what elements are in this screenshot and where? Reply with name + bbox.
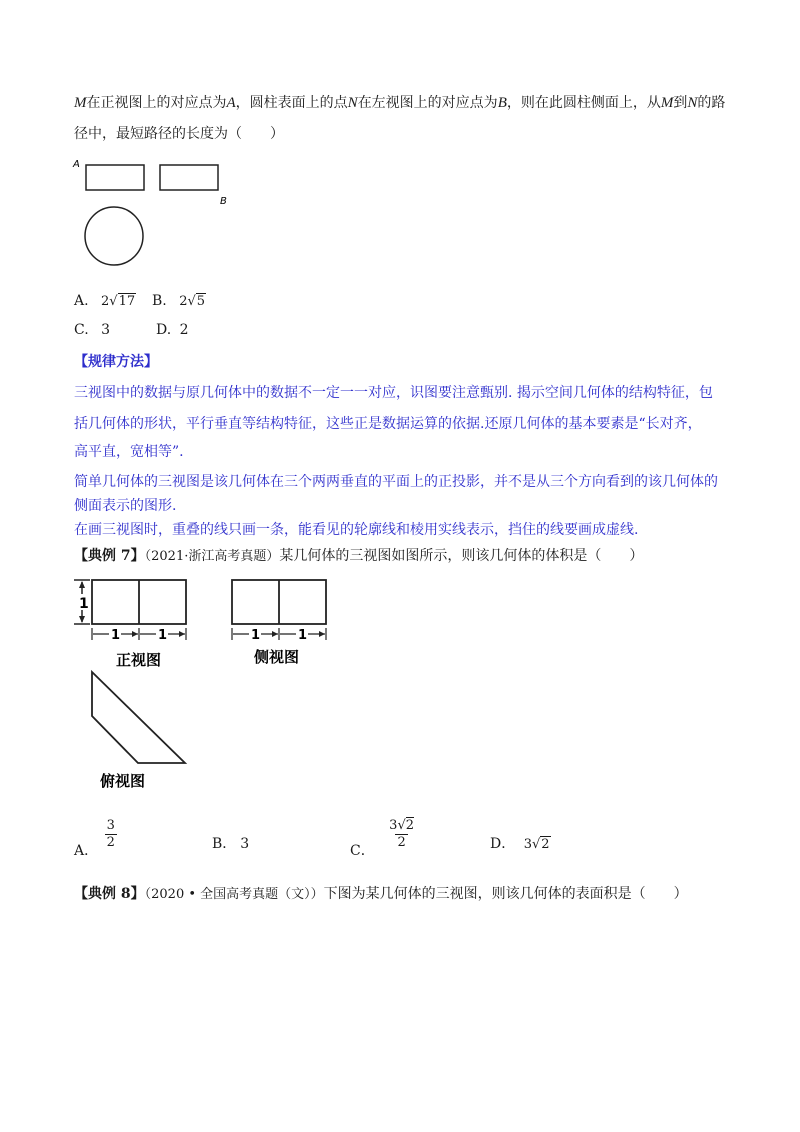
top-view-label: 俯视图 bbox=[100, 772, 146, 790]
example7-option-b: B． 3 bbox=[212, 836, 250, 852]
side-width-label-2: 1 bbox=[298, 628, 308, 643]
side-view-rect bbox=[160, 165, 218, 190]
problem6-option-d: D. 2 bbox=[156, 322, 189, 338]
method-heading: 【规律方法】 bbox=[74, 354, 158, 370]
problem6-option-b: B. 2√5 bbox=[152, 293, 206, 309]
front-view-rect bbox=[86, 165, 144, 190]
problem6-option-a: A. 2√17 bbox=[74, 293, 136, 309]
example8-question: 【典例 8】（2020 • 全国高考真题（文））下图为某几何体的三视图，则该几何体的表面积是（ ） bbox=[74, 886, 688, 902]
problem6-option-c: C. 3 bbox=[74, 322, 111, 338]
front-width-label-1: 1 bbox=[111, 628, 121, 643]
example8-source: （2020 • 全国高考真题（文）） bbox=[144, 887, 324, 902]
figure-label-b: B bbox=[220, 196, 227, 207]
method-p2-line1: 简单几何体的三视图是该几何体在三个两两垂直的平面上的正投影，并不是从三个方向看到的该几何体的 bbox=[74, 474, 718, 490]
var-b: B bbox=[497, 95, 507, 111]
method-p1-line3: 高平直，宽相等”. bbox=[74, 444, 184, 460]
fraction-3-sqrt2-over-2: $\frac{3√2}{2}$ bbox=[389, 818, 415, 850]
fraction-3-over-2: $\frac{3}{2}$ bbox=[106, 818, 115, 850]
var-n: N bbox=[347, 95, 358, 111]
cylinder-three-view-figure bbox=[70, 152, 240, 272]
method-p2-line2: 侧面表示的图形. bbox=[74, 498, 177, 514]
var-a: A bbox=[226, 95, 236, 111]
figure-label-a: A bbox=[73, 159, 80, 170]
two-sqrt-5: 2√5 bbox=[179, 294, 206, 309]
top-view-circle bbox=[85, 207, 143, 265]
top-view-trapezoid bbox=[92, 672, 185, 763]
front-width-label-2: 1 bbox=[158, 628, 168, 643]
front-view-label: 正视图 bbox=[116, 651, 162, 669]
top-view-figure bbox=[80, 668, 200, 798]
side-width-label-1: 1 bbox=[251, 628, 261, 643]
example8-tag: 【典例 8】 bbox=[74, 886, 145, 902]
var-m: M bbox=[74, 95, 87, 111]
front-height-label: 1 bbox=[79, 596, 89, 612]
problem6-line1: M在正视图上的对应点为A，圆柱表面上的点N在左视图上的对应点为B，则在此圆柱侧面上，从M到N的路 bbox=[74, 95, 726, 111]
example7-question: 【典例 7】（2021·浙江高考真题）某几何体的三视图如图所示，则该几何体的体积是（ ） bbox=[74, 548, 644, 564]
example7-option-a: A． $\frac{3}{2}$ bbox=[74, 818, 115, 859]
method-p1-line1: 三视图中的数据与原几何体中的数据不一定一一对应，识图要注意甄别. 揭示空间几何体的结构特征，包 bbox=[74, 385, 713, 401]
example7-option-d: D． 3√2 bbox=[490, 836, 550, 852]
example7-option-c: C． $\frac{3√2}{2}$ bbox=[350, 818, 415, 859]
example7-source: （2021·浙江高考真题） bbox=[144, 549, 280, 564]
example7-tag: 【典例 7】 bbox=[74, 548, 145, 564]
method-p3-line1: 在画三视图时，重叠的线只画一条，能看见的轮廓线和棱用实线表示，挡住的线要画成虚线. bbox=[74, 522, 639, 538]
side-view-figure bbox=[228, 576, 338, 676]
problem6-line2: 径中，最短路径的长度为（ ） bbox=[74, 126, 284, 142]
side-view-label: 侧视图 bbox=[254, 648, 300, 666]
three-sqrt-2: 3√2 bbox=[523, 837, 550, 852]
front-view-figure bbox=[70, 576, 200, 676]
method-p1-line2: 括几何体的形状，平行垂直等结构特征，这些正是数据运算的依据.还原几何体的基本要素是“长对齐， bbox=[74, 416, 702, 432]
two-sqrt-17: 2√17 bbox=[101, 294, 136, 309]
